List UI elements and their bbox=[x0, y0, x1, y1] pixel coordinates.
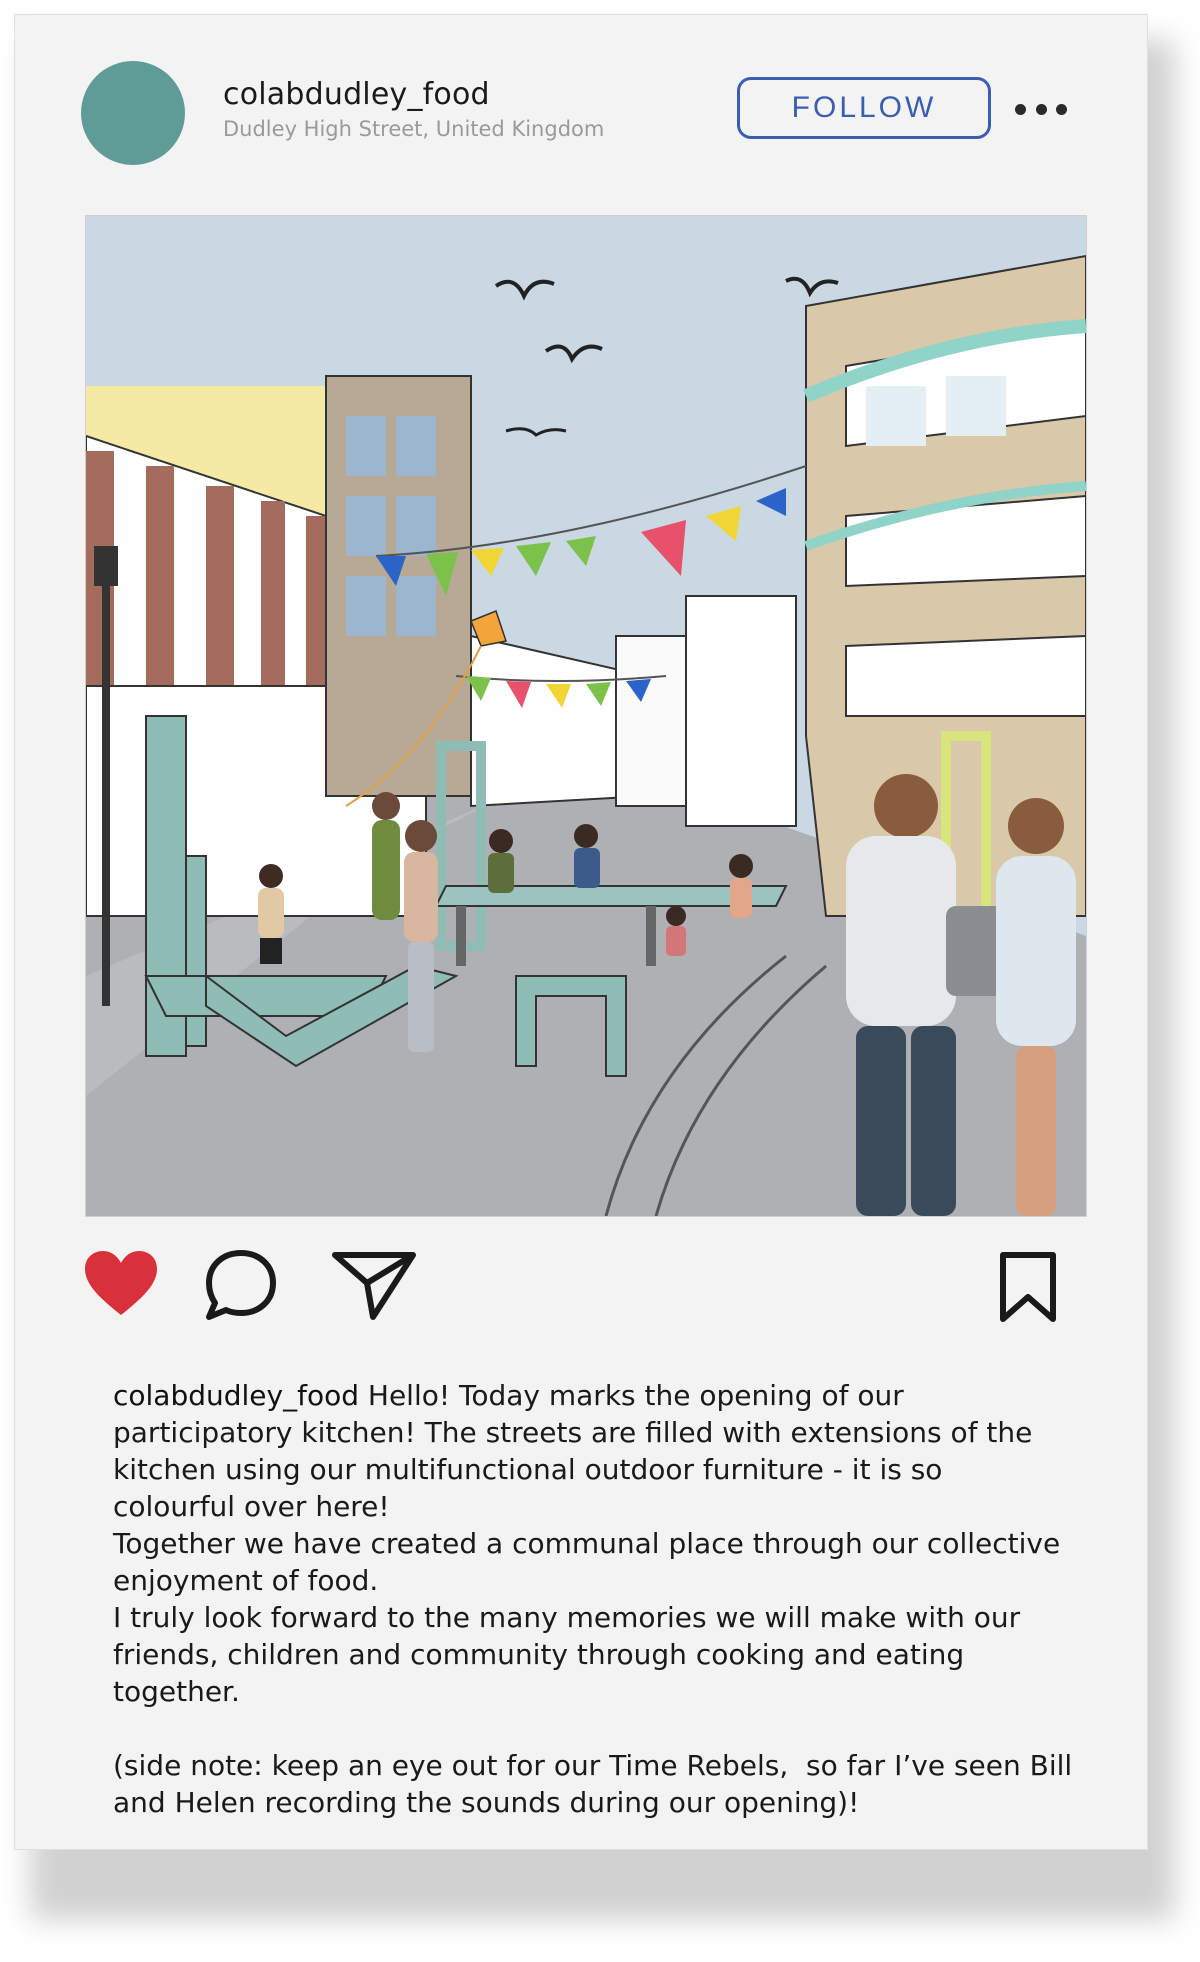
comment-icon[interactable] bbox=[201, 1247, 281, 1323]
more-icon[interactable] bbox=[1015, 99, 1067, 119]
bookmark-icon[interactable] bbox=[997, 1249, 1059, 1325]
post-username[interactable]: colabdudley_food bbox=[223, 77, 490, 112]
post-image[interactable] bbox=[85, 215, 1087, 1217]
caption-text: Hello! Today marks the opening of our participatory kitchen! The streets are filled with extensions of the kitchen using our multifunctional outdoor furniture - it is so colourful over here! Together we have created a communal place through our collective enjoyment of food. I truly look forward to the many memories we will make with our friends, children and community through cooking and eating together. (side note: keep an eye out for our Time Rebels, so far I’ve seen Bill and Helen recording the sounds during our opening)! bbox=[113, 1379, 1073, 1819]
post-card bbox=[14, 14, 1148, 1850]
avatar[interactable] bbox=[81, 61, 185, 165]
caption-username[interactable]: colabdudley_food bbox=[113, 1379, 359, 1412]
heart-icon[interactable] bbox=[81, 1247, 161, 1319]
follow-button[interactable]: FOLLOW bbox=[737, 77, 991, 139]
post-caption bbox=[113, 1377, 1073, 1821]
send-icon[interactable] bbox=[329, 1247, 419, 1323]
post-location[interactable]: Dudley High Street, United Kingdom bbox=[223, 117, 605, 141]
